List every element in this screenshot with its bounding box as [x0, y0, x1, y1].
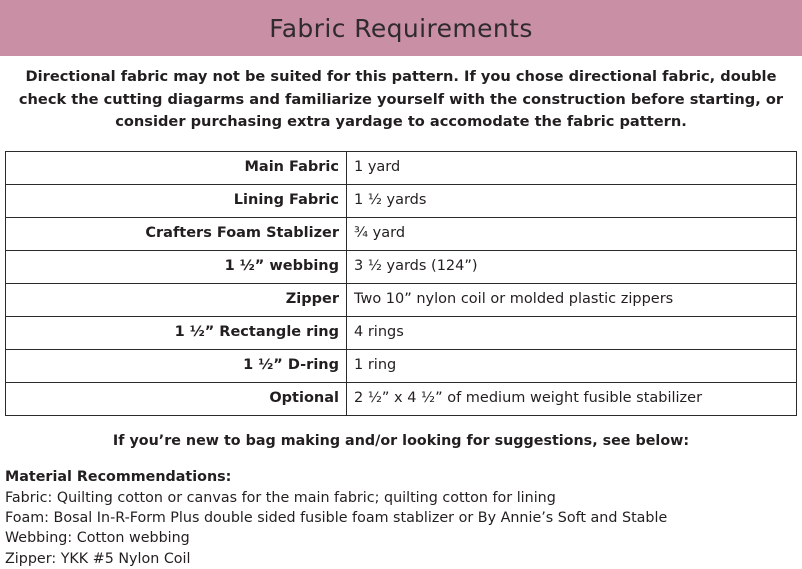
row-value: 3 ½ yards (124”): [347, 250, 797, 283]
table-row: [6, 316, 796, 349]
recommendations-heading: Material Recommendations:: [5, 468, 232, 485]
row-label: Zipper: [6, 283, 347, 316]
row-label: Lining Fabric: [6, 184, 347, 217]
row-value: Two 10” nylon coil or molded plastic zippers: [347, 283, 797, 316]
requirements-table-body: [6, 152, 796, 416]
recommendation-line-foam: Foam: Bosal In-R-Form Plus double sided fusible foam stablizer or By Annie’s Soft and Stable: [5, 510, 668, 527]
intro-paragraph: Directional fabric may not be suited for this pattern. If you chose directional fabric, double check the cutting diagarms and familiarize yourself with the construction before starting, or consider purchasing extra yardage to accomodate the fabric pattern.: [18, 68, 784, 131]
row-value: ¾ yard: [347, 217, 797, 250]
row-label: Crafters Foam Stablizer: [6, 217, 347, 250]
requirements-table-container: [5, 151, 797, 416]
row-label: Optional: [6, 382, 347, 415]
page-title: Fabric Requirements: [269, 13, 533, 43]
row-value: 1 ½ yards: [347, 184, 797, 217]
row-label: Main Fabric: [6, 152, 347, 185]
recommendation-line-zipper: Zipper: YKK #5 Nylon Coil: [5, 550, 191, 567]
table-row: [6, 152, 796, 185]
row-value: 1 yard: [347, 152, 797, 185]
table-row: [6, 250, 796, 283]
table-row: [6, 349, 796, 382]
material-recommendations-section: [5, 469, 802, 569]
table-row: [6, 217, 796, 250]
recommendation-line-fabric: Fabric: Quilting cotton or canvas for the main fabric; quilting cotton for lining: [5, 489, 556, 506]
table-row: [6, 184, 796, 217]
recommendation-line-webbing: Webbing: Cotton webbing: [5, 530, 190, 547]
row-value: 2 ½” x 4 ½” of medium weight fusible stabilizer: [347, 382, 797, 415]
row-label: 1 ½” webbing: [6, 250, 347, 283]
row-label: 1 ½” D-ring: [6, 349, 347, 382]
row-value: 1 ring: [347, 349, 797, 382]
suggestion-note: If you’re new to bag making and/or looking for suggestions, see below:: [112, 432, 690, 449]
page-title-banner: [0, 0, 802, 56]
table-row: [6, 382, 796, 415]
row-label: 1 ½” Rectangle ring: [6, 316, 347, 349]
requirements-table: [6, 152, 796, 416]
row-value: 4 rings: [347, 316, 797, 349]
table-row: [6, 283, 796, 316]
